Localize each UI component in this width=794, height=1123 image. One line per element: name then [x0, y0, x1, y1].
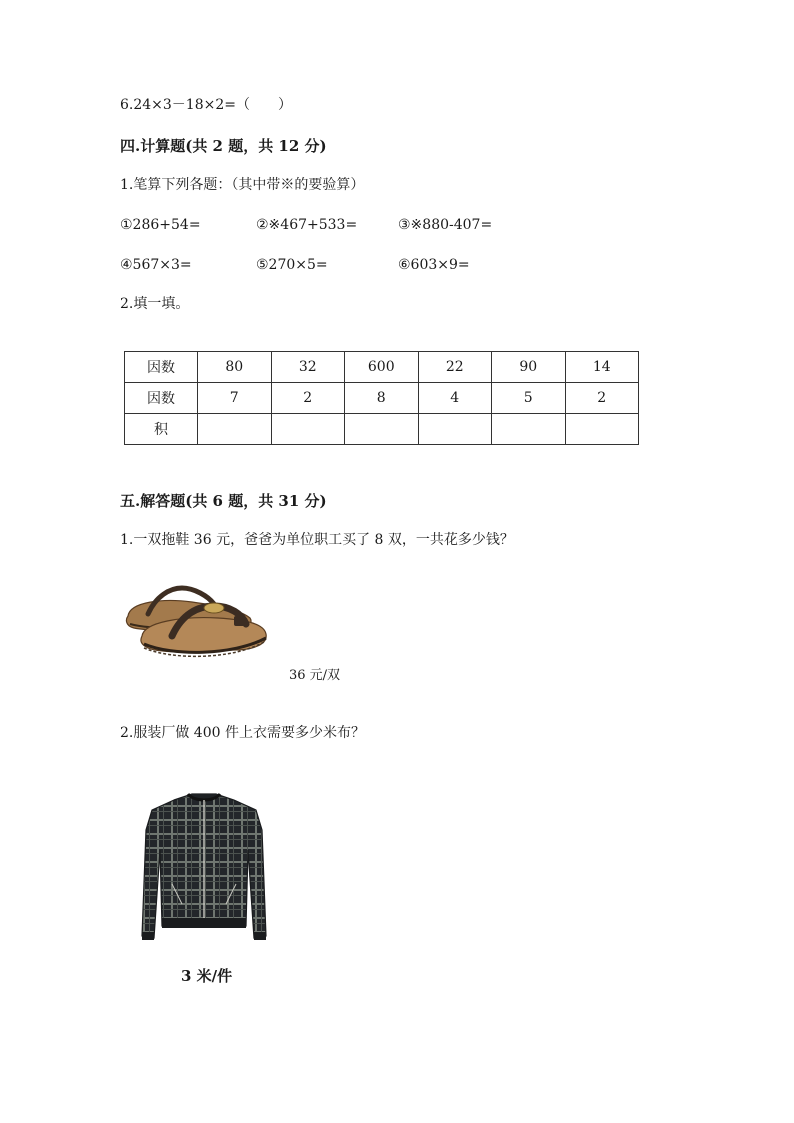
- row-label: 因数: [125, 352, 198, 383]
- table-cell: 80: [198, 352, 272, 383]
- table-cell: 5: [492, 383, 566, 414]
- section-4-q2-prompt: 2.填一填。: [120, 296, 190, 312]
- calc-item-5: ⑤270×5=: [256, 257, 328, 273]
- flip-flops-image: [122, 580, 270, 662]
- table-cell: 2: [565, 383, 639, 414]
- section-4-title: 四.计算题(共 2 题，共 12 分): [120, 137, 327, 155]
- answer-cell[interactable]: [198, 414, 272, 445]
- table-cell: 14: [565, 352, 639, 383]
- slipper-price-caption: 36 元/双: [289, 668, 341, 683]
- row-label: 因数: [125, 383, 198, 414]
- section-4-q1-prompt: 1.笔算下列各题：（其中带※的要验算）: [120, 177, 365, 193]
- plaid-jacket-image: [138, 786, 270, 950]
- table-cell: 7: [198, 383, 272, 414]
- section-5-title: 五.解答题(共 6 题，共 31 分): [120, 492, 327, 510]
- factor-product-table: [124, 351, 639, 445]
- table-cell: 32: [271, 352, 345, 383]
- section-5-q1-prompt: 1.一双拖鞋 36 元，爸爸为单位职工买了 8 双，一共花多少钱？: [120, 532, 514, 548]
- table-cell: 90: [492, 352, 566, 383]
- calc-item-4: ④567×3=: [120, 257, 192, 273]
- calc-item-1: ①286+54=: [120, 217, 201, 233]
- previous-question-6: 6.24×3－18×2=（ ）: [120, 97, 292, 113]
- table-cell: 2: [271, 383, 345, 414]
- answer-cell[interactable]: [418, 414, 492, 445]
- answer-cell[interactable]: [345, 414, 419, 445]
- table-row: [125, 352, 639, 383]
- calc-item-6: ⑥603×9=: [398, 257, 470, 273]
- table-cell: 600: [345, 352, 419, 383]
- table-cell: 4: [418, 383, 492, 414]
- table-row: [125, 383, 639, 414]
- table-row: [125, 414, 639, 445]
- answer-cell[interactable]: [565, 414, 639, 445]
- fabric-usage-caption: 3 米/件: [181, 967, 233, 985]
- calc-item-3: ③※880-407=: [398, 217, 493, 233]
- table-cell: 22: [418, 352, 492, 383]
- section-5-q2-prompt: 2.服装厂做 400 件上衣需要多少米布？: [120, 725, 365, 741]
- row-label: 积: [125, 414, 198, 445]
- table-cell: 8: [345, 383, 419, 414]
- answer-cell[interactable]: [492, 414, 566, 445]
- calc-item-2: ②※467+533=: [256, 217, 358, 233]
- answer-cell[interactable]: [271, 414, 345, 445]
